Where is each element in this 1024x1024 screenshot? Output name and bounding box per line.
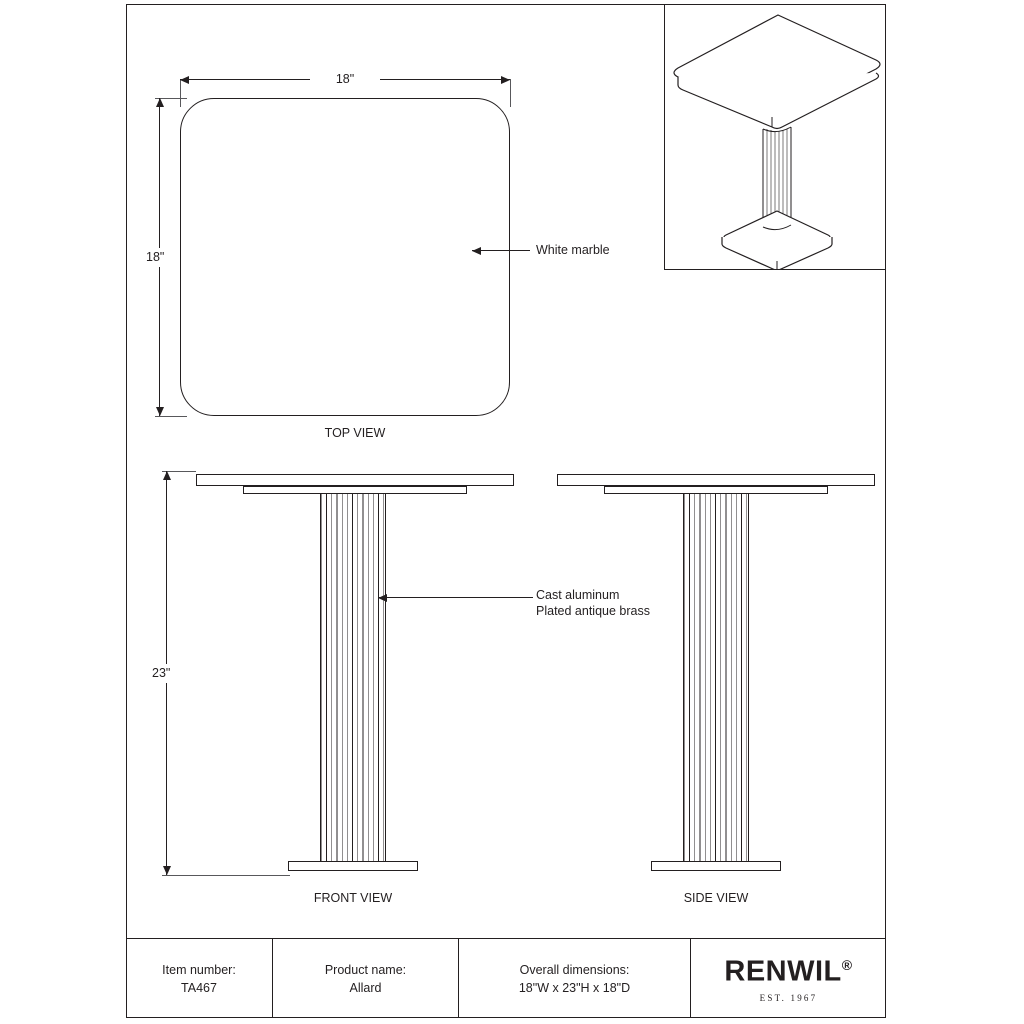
side-view-apron <box>604 486 828 494</box>
white-marble-leader-line <box>472 250 530 251</box>
arrow-left-icon <box>472 247 481 255</box>
white-marble-callout: White marble <box>536 243 610 257</box>
top-view-marble-outline <box>180 98 510 416</box>
cast-aluminum-callout-line2: Plated antique brass <box>536 604 650 618</box>
top-view-caption: TOP VIEW <box>324 426 386 440</box>
brand-tagline: EST. 1967 <box>759 992 818 1003</box>
product-name-label: Product name: <box>324 962 407 977</box>
top-view-width-label: 18" <box>310 72 380 87</box>
isometric-table-illustration <box>665 5 886 270</box>
arrow-up-icon <box>156 98 164 107</box>
brand-name: RENWIL <box>724 955 842 988</box>
title-block-product-cell <box>273 939 459 1018</box>
side-view-top-slab <box>557 474 875 486</box>
front-view-height-label: 23" <box>152 664 170 683</box>
title-block <box>126 938 886 1018</box>
arrow-right-icon <box>501 76 510 84</box>
cast-aluminum-callout-line1: Cast aluminum <box>536 588 620 602</box>
isometric-view-inset <box>664 4 886 270</box>
title-block-dimensions-cell <box>459 939 691 1018</box>
brand-logo <box>724 950 852 987</box>
arrow-left-icon <box>180 76 189 84</box>
front-view-top-slab <box>196 474 514 486</box>
overall-dimensions-label: Overall dimensions: <box>519 962 630 977</box>
top-dim-ext-right <box>510 79 511 107</box>
item-number-value: TA467 <box>181 980 217 995</box>
item-number-label: Item number: <box>162 962 236 977</box>
side-view-caption: SIDE VIEW <box>683 891 749 905</box>
front-view-base-plate <box>288 861 418 871</box>
front-view-caption: FRONT VIEW <box>313 891 393 905</box>
product-name-value: Allard <box>349 980 382 995</box>
title-block-item-cell <box>126 939 273 1018</box>
top-view-depth-label: 18" <box>146 248 164 267</box>
front-view-fluted-column <box>320 494 386 861</box>
front-view-apron <box>243 486 467 494</box>
arrow-down-icon <box>163 866 171 875</box>
arrow-up-icon <box>163 471 171 480</box>
side-view-fluted-column <box>683 494 749 861</box>
height-dim-ext-bottom <box>162 875 290 876</box>
arrow-down-icon <box>156 407 164 416</box>
registered-trademark-icon: ® <box>841 957 853 974</box>
cast-aluminum-leader-line <box>378 597 533 598</box>
arrow-left-icon <box>378 594 387 602</box>
overall-dimensions-value: 18"W x 23"H x 18"D <box>518 980 631 995</box>
side-view-base-plate <box>651 861 781 871</box>
top-dim-ext-bottom <box>155 416 187 417</box>
title-block-brand-cell <box>691 939 886 1018</box>
